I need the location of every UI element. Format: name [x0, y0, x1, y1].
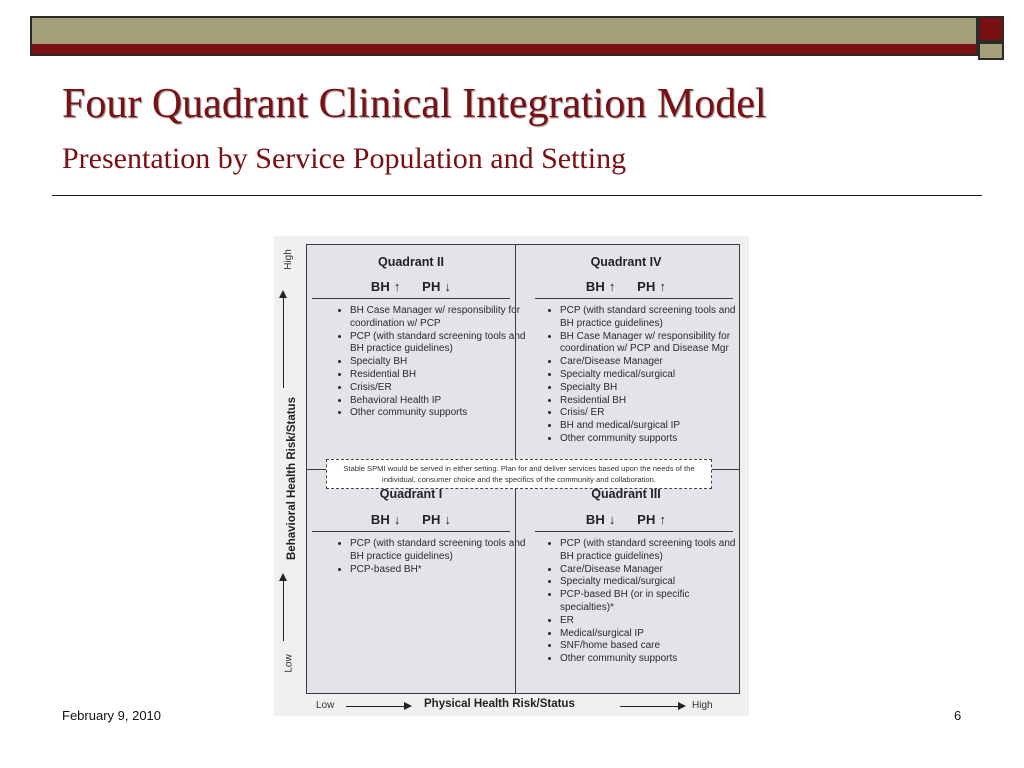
header-square-top [978, 16, 1004, 42]
header-bar-olive-stripe [32, 18, 976, 44]
y-axis-low-label: Low [283, 654, 295, 673]
list-item: • Other community supports [560, 653, 746, 666]
ph-label: PH [637, 512, 656, 527]
ph-label: PH [422, 512, 441, 527]
ph-down-arrow-icon: ↓ [444, 279, 452, 294]
list-item: • PCP-based BH* [350, 564, 530, 577]
ph-label: PH [637, 279, 656, 294]
list-item: • PCP (with standard screening tools and BH practice guidelines) [560, 305, 746, 331]
list-item: • Medical/surgical IP [560, 628, 746, 641]
header-square-bottom [978, 42, 1004, 60]
list-item: • PCP (with standard screening tools and BH practice guidelines) [560, 538, 746, 564]
y-axis-upper-arrow [283, 298, 284, 388]
list-item: • SNF/home based care [560, 640, 746, 653]
list-item: • Specialty BH [350, 356, 530, 369]
stable-spmi-note: Stable SPMI would be served in either setting. Plan for and deliver services based upon the needs of the individual, consumer choice and the specifics of the community and collaboration. [326, 459, 712, 489]
bh-up-arrow-icon: ↑ [608, 279, 616, 294]
list-item: • Care/Disease Manager [560, 356, 746, 369]
ph-label: PH [422, 279, 441, 294]
quadrant-iv-title: Quadrant IV [590, 255, 662, 269]
bh-label: BH [585, 279, 606, 294]
y-axis-high-label: High [282, 249, 294, 270]
y-axis-label: Behavioral Health Risk/Status [286, 397, 298, 560]
bh-down-arrow-icon: ↓ [608, 512, 616, 527]
quadrant-i-title: Quadrant I [379, 487, 443, 501]
list-item: • Behavioral Health IP [350, 395, 530, 408]
page-number: 6 [954, 708, 962, 723]
list-item: • PCP (with standard screening tools and BH practice guidelines) [350, 538, 530, 564]
bh-label: BH [370, 279, 391, 294]
quadrant-diagram [274, 236, 749, 716]
slide-subtitle: Presentation by Service Population and Setting [62, 142, 627, 175]
quadrant-ii-list [332, 305, 530, 420]
title-divider [52, 195, 982, 196]
bh-label: BH [370, 512, 391, 527]
bh-down-arrow-icon: ↓ [393, 512, 401, 527]
footer-date: February 9, 2010 [62, 708, 162, 723]
ph-up-arrow-icon: ↑ [659, 512, 667, 527]
quadrant-iii-underline [535, 531, 733, 532]
quadrant-iii-indicators [526, 512, 726, 527]
quadrant-ii-indicators [311, 279, 511, 294]
list-item: • BH Case Manager w/ responsibility for coordination w/ PCP and Disease Mgr [560, 331, 746, 357]
x-axis-left-arrow [346, 706, 404, 707]
list-item: • PCP (with standard screening tools and BH practice guidelines) [350, 331, 530, 357]
list-item: • PCP-based BH (or in specific specialties)* [560, 589, 746, 615]
list-item: • ER [560, 615, 746, 628]
ph-up-arrow-icon: ↑ [659, 279, 667, 294]
list-item: • Care/Disease Manager [560, 564, 746, 577]
list-item: • Residential BH [350, 369, 530, 382]
list-item: • Other community supports [560, 433, 746, 446]
x-axis-label: Physical Health Risk/Status [424, 698, 575, 710]
list-item: • Crisis/ ER [560, 407, 746, 420]
quadrant-i-indicators [311, 512, 511, 527]
x-axis-right-arrow [620, 706, 678, 707]
quadrant-iv-underline [535, 298, 733, 299]
quadrant-ii-underline [312, 298, 510, 299]
list-item: • Crisis/ER [350, 382, 530, 395]
quadrant-iv-indicators [526, 279, 726, 294]
x-axis-low-label: Low [316, 700, 335, 711]
list-item: • Specialty medical/surgical [560, 369, 746, 382]
bh-label: BH [585, 512, 606, 527]
quadrant-ii-title: Quadrant II [378, 255, 444, 269]
bh-up-arrow-icon: ↑ [393, 279, 401, 294]
quadrant-iii-list [542, 538, 746, 666]
quadrant-i-list [332, 538, 530, 576]
header-bar [30, 16, 978, 56]
ph-down-arrow-icon: ↓ [444, 512, 452, 527]
header-bar-dark-stripe [32, 44, 976, 54]
list-item: • Residential BH [560, 395, 746, 408]
quadrant-i-underline [312, 531, 510, 532]
list-item: • BH and medical/surgical IP [560, 420, 746, 433]
list-item: • BH Case Manager w/ responsibility for coordination w/ PCP [350, 305, 530, 331]
quadrant-iii-title: Quadrant III [591, 487, 661, 501]
quadrant-iv-list [542, 305, 746, 446]
slide-title: Four Quadrant Clinical Integration Model [62, 81, 767, 127]
list-item: • Other community supports [350, 407, 530, 420]
list-item: • Specialty medical/surgical [560, 576, 746, 589]
list-item: • Specialty BH [560, 382, 746, 395]
x-axis-high-label: High [692, 700, 713, 711]
y-axis-lower-arrow [283, 581, 284, 641]
